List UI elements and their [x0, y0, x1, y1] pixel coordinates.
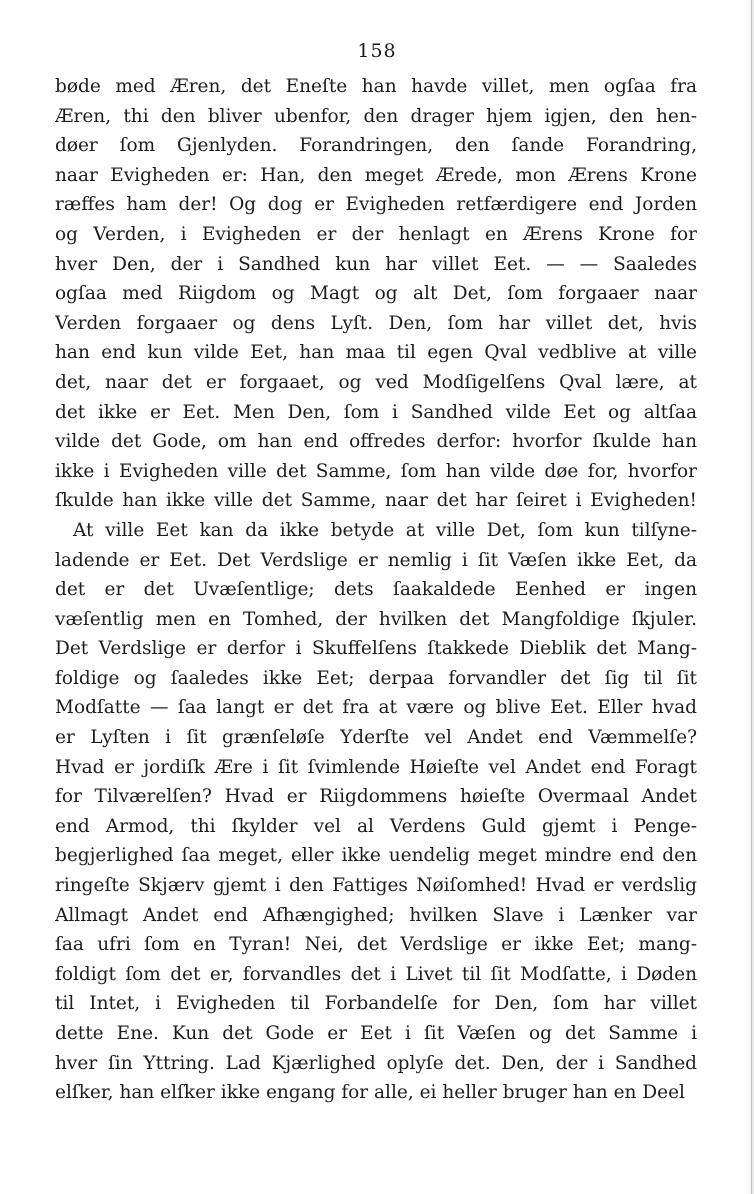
text-line: er Lyſten i ſit grænſeløſe Yderſte vel Andet end Væmmelſe? [55, 727, 697, 749]
text-line: hver ſin Yttring. Lad Kjærlighed oplyſe det. Den, der i Sandhed [55, 1052, 697, 1074]
text-line: og Verden, i Evigheden er der henlagt en Ærens Krone for [55, 223, 697, 245]
text-line: ogſaa med Riigdom og Magt og alt Det, ſom forgaaer naar [55, 283, 697, 305]
text-line: foldigt ſom det er, forvandles det i Livet til ſit Modſatte, i Døden [55, 963, 697, 985]
text-line: hver Den, der i Sandhed kun har villet Eet. — — Saaledes [55, 253, 697, 275]
text-line: Det Verdslige er derfor i Skuffelſens ſtakkede Dieblik det Mang- [55, 638, 697, 660]
text-line: ſaa ufri ſom en Tyran! Nei, det Verdslige er ikke Eet; mang- [55, 934, 697, 956]
text-line: for Tilværelſen? Hvad er Riigdommens høieſte Overmaal Andet [55, 786, 697, 808]
text-line: Verden forgaaer og dens Lyſt. Den, ſom har villet det, hvis [55, 312, 697, 334]
text-line: vilde det Gode, om han end offredes derfor: hvorfor ſkulde han [55, 431, 697, 453]
text-line: det, naar det er forgaaet, og ved Modſigelſens Qval lære, at [55, 371, 697, 393]
text-line: ringeſte Skjærv gjemt i den Fattiges Nøiſomhed! Hvad er verdslig [55, 875, 697, 897]
text-line: ſkulde han ikke ville det Samme, naar det har ſeiret i Evigheden! [55, 490, 697, 512]
text-line: ræffes ham der! Og dog er Evigheden retfærdigere end Jorden [55, 194, 697, 216]
text-line: til Intet, i Evigheden til Forbandelſe for Den, ſom har villet [55, 993, 697, 1015]
text-line: døer ſom Gjenlyden. Forandringen, den ſande Forandring, [55, 135, 697, 157]
text-line: han end kun vilde Eet, han maa til egen Qval vedblive at ville [55, 342, 697, 364]
page-number: 158 [357, 40, 397, 62]
text-line: det ikke er Eet. Men Den, ſom i Sandhed vilde Eet og altſaa [55, 401, 697, 423]
text-line: elſker, han elſker ikke engang for alle, ei heller bruger han en Deel [55, 1082, 685, 1104]
text-line: Allmagt Andet end Afhængighed; hvilken Slave i Lænker var [55, 904, 697, 926]
text-line: det er det Uvæſentlige; dets ſaakaldede Eenhed er ingen [55, 579, 697, 601]
text-line: væſentlig men en Tomhed, der hvilken det Mangfoldige ſkjuler. [55, 608, 697, 630]
text-line: begjerlighed ſaa meget, eller ikke uendelig meget mindre end den [55, 845, 697, 867]
text-line: Æren, thi den bliver ubenfor, den drager hjem igjen, den hen- [55, 105, 697, 127]
text-line: end Armod, thi ſkylder vel al Verdens Guld gjemt i Penge- [55, 815, 697, 837]
text-line: dette Ene. Kun det Gode er Eet i ſit Væſen og det Samme i [55, 1023, 697, 1044]
text-line: bøde med Æren, det Eneſte han havde villet, men ogſaa fra [55, 76, 697, 97]
body-text [55, 72, 697, 1108]
text-line: naar Evigheden er: Han, den meget Ærede, mon Ærens Krone [55, 164, 697, 186]
text-line: At ville Eet kan da ikke betyde at ville Det, ſom kun tilſyne- [73, 519, 697, 541]
text-line: ladende er Eet. Det Verdslige er nemlig i ſit Væſen ikke Eet, da [55, 549, 697, 571]
text-line: Modſatte — ſaa langt er det fra at være og blive Eet. Eller hvad [55, 697, 697, 719]
page-edge-line [751, 0, 752, 1194]
text-line: ikke i Evigheden ville det Samme, ſom han vilde døe for, hvorfor [55, 460, 697, 482]
text-line: Hvad er jordiſk Ære i ſit ſvimlende Høieſte vel Andet end Foragt [55, 756, 697, 778]
text-line: foldige og ſaaledes ikke Eet; derpaa forvandler det ſig til ſit [55, 667, 697, 689]
